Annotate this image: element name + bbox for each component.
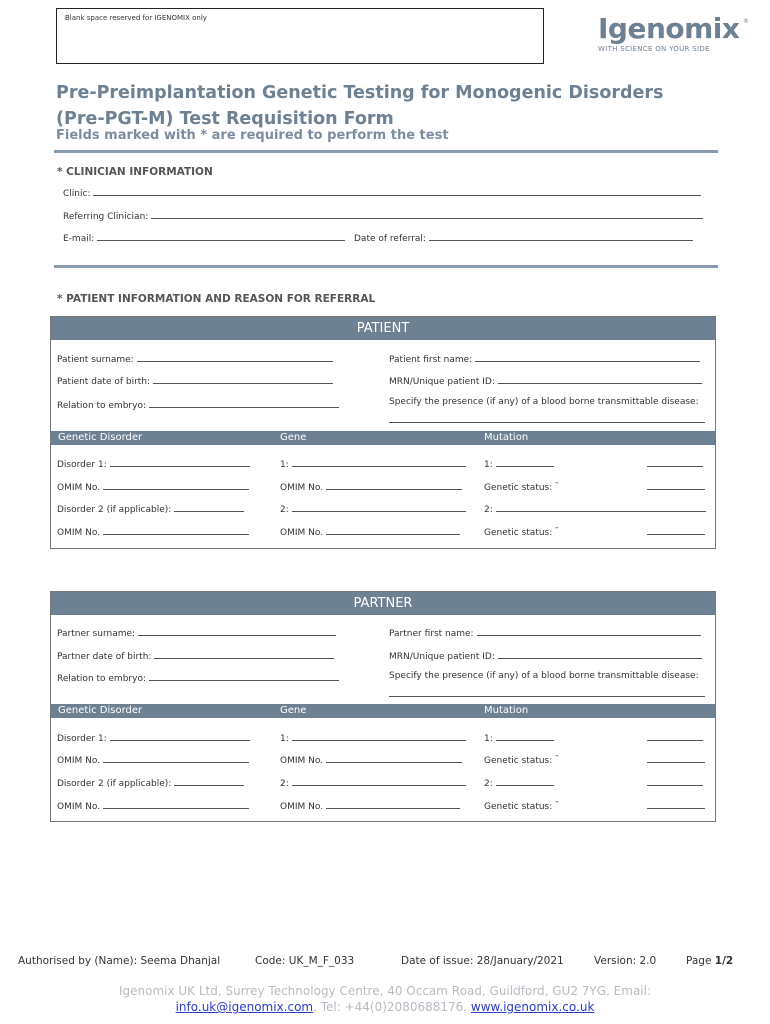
footer-date-of-issue: Date of issue: 28/January/2021 [401,955,564,967]
partner-mut1-field-b[interactable] [647,731,703,741]
partner-gene2-field[interactable] [292,776,466,786]
partner-dob-label: Partner date of birth: [57,652,152,662]
patient-omim2-field[interactable] [103,525,249,535]
referring-label: Referring Clinician: [63,212,149,222]
partner-disorder1-field[interactable] [110,731,250,741]
patient-mrn-label: MRN/Unique patient ID: [389,377,495,387]
patient-genetic-header [51,431,715,445]
footer-page [686,955,733,967]
email-field[interactable] [97,231,345,241]
patient-disorder2-field[interactable] [174,502,244,512]
email-label: E-mail: [63,234,95,244]
address-line-1: Igenomix UK Ltd, Surrey Technology Centre, 40 Occam Road, Guildford, GU2 7YG. Email: [118,984,652,998]
partner-disorder2-row [57,776,244,789]
mut2-label: 2: [484,505,493,515]
referring-row [63,209,703,222]
status-dash: - [555,751,559,761]
mut2-label: 2: [484,779,493,789]
gene1-label: 1: [280,734,289,744]
partner-mut2-field-b[interactable] [647,776,703,786]
col-genetic-disorder: Genetic Disorder [58,432,143,443]
logo-registered: ® [743,18,749,25]
patient-box [50,316,716,549]
omim-label: OMIM No. [280,802,324,812]
clinician-heading: * CLINICIAN INFORMATION [57,166,213,178]
patient-relation-field[interactable] [149,398,339,408]
mut1-label: 1: [484,734,493,744]
partner-firstname-label: Partner first name: [389,629,474,639]
omim-label: OMIM No. [280,483,324,493]
clinic-label: Clinic: [63,189,91,199]
genetic-status-label: Genetic status: [484,756,553,766]
patient-gene1-field[interactable] [292,457,466,467]
omim-label: OMIM No. [57,802,101,812]
partner-surname-label: Partner surname: [57,629,136,639]
patient-gene-omim2-row [280,525,460,538]
patient-omim1-field[interactable] [103,480,249,490]
disorder1-label: Disorder 1: [57,460,107,470]
partner-mut1-row [484,731,703,744]
patient-mut1-field-a[interactable] [496,457,554,467]
status-dash: - [555,478,559,488]
status-dash: - [555,523,559,533]
title-line-2: (Pre-PGT-M) Test Requisition Form [56,109,394,129]
patient-disease-field[interactable] [389,413,705,423]
footer-code: Code: UK_M_F_033 [255,955,355,967]
footer-version: Version: 2.0 [594,955,657,967]
patient-mrn-row [389,374,702,387]
patient-surname-field[interactable] [137,352,333,362]
patient-status2-field[interactable] [647,525,705,535]
patient-mut2-field[interactable] [496,502,706,512]
patient-mrn-field[interactable] [498,374,702,384]
col-gene: Gene [280,705,307,716]
patient-status2-row [484,525,705,538]
partner-gene2-row [280,776,466,789]
patient-section-heading: * PATIENT INFORMATION AND REASON FOR REFERRAL [57,293,376,305]
footer-authorised: Authorised by (Name): Seema Dhanjal [18,955,221,967]
patient-status1-row [484,480,705,493]
patient-dob-label: Patient date of birth: [57,377,151,387]
partner-mut2-field-a[interactable] [496,776,554,786]
partner-dob-row [57,649,334,662]
patient-dob-row [57,374,333,387]
referring-clinician-field[interactable] [151,209,703,219]
website-link[interactable]: www.igenomix.co.uk [470,1000,595,1014]
partner-genetic-header [51,704,715,718]
title-line-1: Pre-Preimplantation Genetic Testing for Monogenic Disorders [56,83,664,103]
col-mutation: Mutation [484,432,529,443]
partner-relation-label: Relation to embryo: [57,674,146,684]
referral-date-field[interactable] [429,231,693,241]
patient-gene2-field[interactable] [292,502,466,512]
col-genetic-disorder: Genetic Disorder [58,705,143,716]
partner-mrn-label: MRN/Unique patient ID: [389,652,495,662]
col-mutation: Mutation [484,705,529,716]
patient-gene1-row [280,457,466,470]
partner-mut2-row [484,776,703,789]
disorder2-label: Disorder 2 (if applicable): [57,505,172,515]
partner-relation-row [57,671,339,684]
required-note: Fields marked with * are required to perform the test [56,128,449,143]
form-title [56,80,716,132]
disorder2-label: Disorder 2 (if applicable): [57,779,172,789]
patient-mut1-row [484,457,703,470]
status-dash: - [555,797,559,807]
mut1-label: 1: [484,460,493,470]
email-row [63,231,345,244]
patient-firstname-row [389,352,700,365]
partner-header: PARTNER [51,592,715,615]
partner-disease-row [389,687,705,700]
patient-gene-omim1-field[interactable] [326,480,462,490]
divider [54,150,718,153]
referral-date-row [354,231,693,244]
partner-surname-row [57,626,336,639]
patient-disease-row [389,413,705,426]
partner-disorder1-row [57,731,250,744]
patient-mut1-field-b[interactable] [647,457,703,467]
genetic-status-label: Genetic status: [484,528,553,538]
patient-surname-label: Patient surname: [57,355,134,365]
patient-disorder1-row [57,457,250,470]
partner-status1-field[interactable] [647,753,705,763]
patient-status1-field[interactable] [647,480,705,490]
page-number: 1/2 [714,955,734,967]
gene2-label: 2: [280,779,289,789]
partner-mut1-field-a[interactable] [496,731,554,741]
patient-header: PATIENT [51,317,715,340]
logo-wordmark: Igenomix [598,12,740,45]
patient-disorder2-row [57,502,244,515]
email-link[interactable]: info.uk@igenomix.com [175,1000,314,1014]
patient-surname-row [57,352,333,365]
partner-mrn-row [389,649,702,662]
omim-label: OMIM No. [57,528,101,538]
logo-tagline: WITH SCIENCE ON YOUR SIDE [598,45,710,53]
patient-disease-label: Specify the presence (if any) of a blood borne transmittable disease: [389,397,699,407]
reserved-label: Blank space reserved for IGENOMIX only [65,14,207,22]
genetic-status-label: Genetic status: [484,483,553,493]
patient-firstname-label: Patient first name: [389,355,473,365]
reserved-box [56,8,544,64]
genetic-status-label: Genetic status: [484,802,553,812]
omim-label: OMIM No. [280,528,324,538]
patient-omim1-row [57,480,249,493]
partner-gene1-field[interactable] [292,731,466,741]
partner-omim1-field[interactable] [103,753,249,763]
partner-firstname-row [389,626,701,639]
partner-disease-label: Specify the presence (if any) of a blood borne transmittable disease: [389,671,699,681]
patient-disorder1-field[interactable] [110,457,250,467]
patient-gene2-row [280,502,466,515]
divider [54,265,718,268]
partner-gene-omim1-row [280,753,462,766]
gene1-label: 1: [280,460,289,470]
disorder1-label: Disorder 1: [57,734,107,744]
partner-status2-field[interactable] [647,799,705,809]
partner-gene1-row [280,731,466,744]
partner-status2-row [484,799,705,812]
partner-status1-row [484,753,705,766]
omim-label: OMIM No. [280,756,324,766]
partner-omim1-row [57,753,249,766]
patient-gene-omim1-row [280,480,462,493]
patient-relation-row [57,398,339,411]
col-gene: Gene [280,432,307,443]
patient-dob-field[interactable] [153,374,333,384]
partner-disease-field[interactable] [389,687,705,697]
partner-gene-omim1-field[interactable] [326,753,462,763]
partner-disorder2-field[interactable] [174,776,244,786]
partner-box [50,591,716,822]
partner-dob-field[interactable] [154,649,334,659]
partner-gene-omim2-row [280,799,460,812]
clinic-row [63,186,701,199]
clinic-field[interactable] [93,186,701,196]
gene2-label: 2: [280,505,289,515]
partner-surname-field[interactable] [138,626,336,636]
patient-gene-omim2-field[interactable] [326,525,460,535]
patient-relation-label: Relation to embryo: [57,401,146,411]
partner-omim2-field[interactable] [103,799,249,809]
igenomix-logo [598,14,748,62]
partner-firstname-field[interactable] [477,626,701,636]
partner-mrn-field[interactable] [498,649,702,659]
partner-gene-omim2-field[interactable] [326,799,460,809]
address-line-2 [0,1000,770,1014]
partner-omim2-row [57,799,249,812]
page-prefix: Page [686,955,715,967]
omim-label: OMIM No. [57,483,101,493]
partner-relation-field[interactable] [149,671,339,681]
tel-text: . Tel: +44(0)2080688176. [313,1000,468,1014]
patient-omim2-row [57,525,249,538]
referral-date-label: Date of referral: [354,234,426,244]
omim-label: OMIM No. [57,756,101,766]
patient-firstname-field[interactable] [475,352,700,362]
patient-mut2-row [484,502,706,515]
